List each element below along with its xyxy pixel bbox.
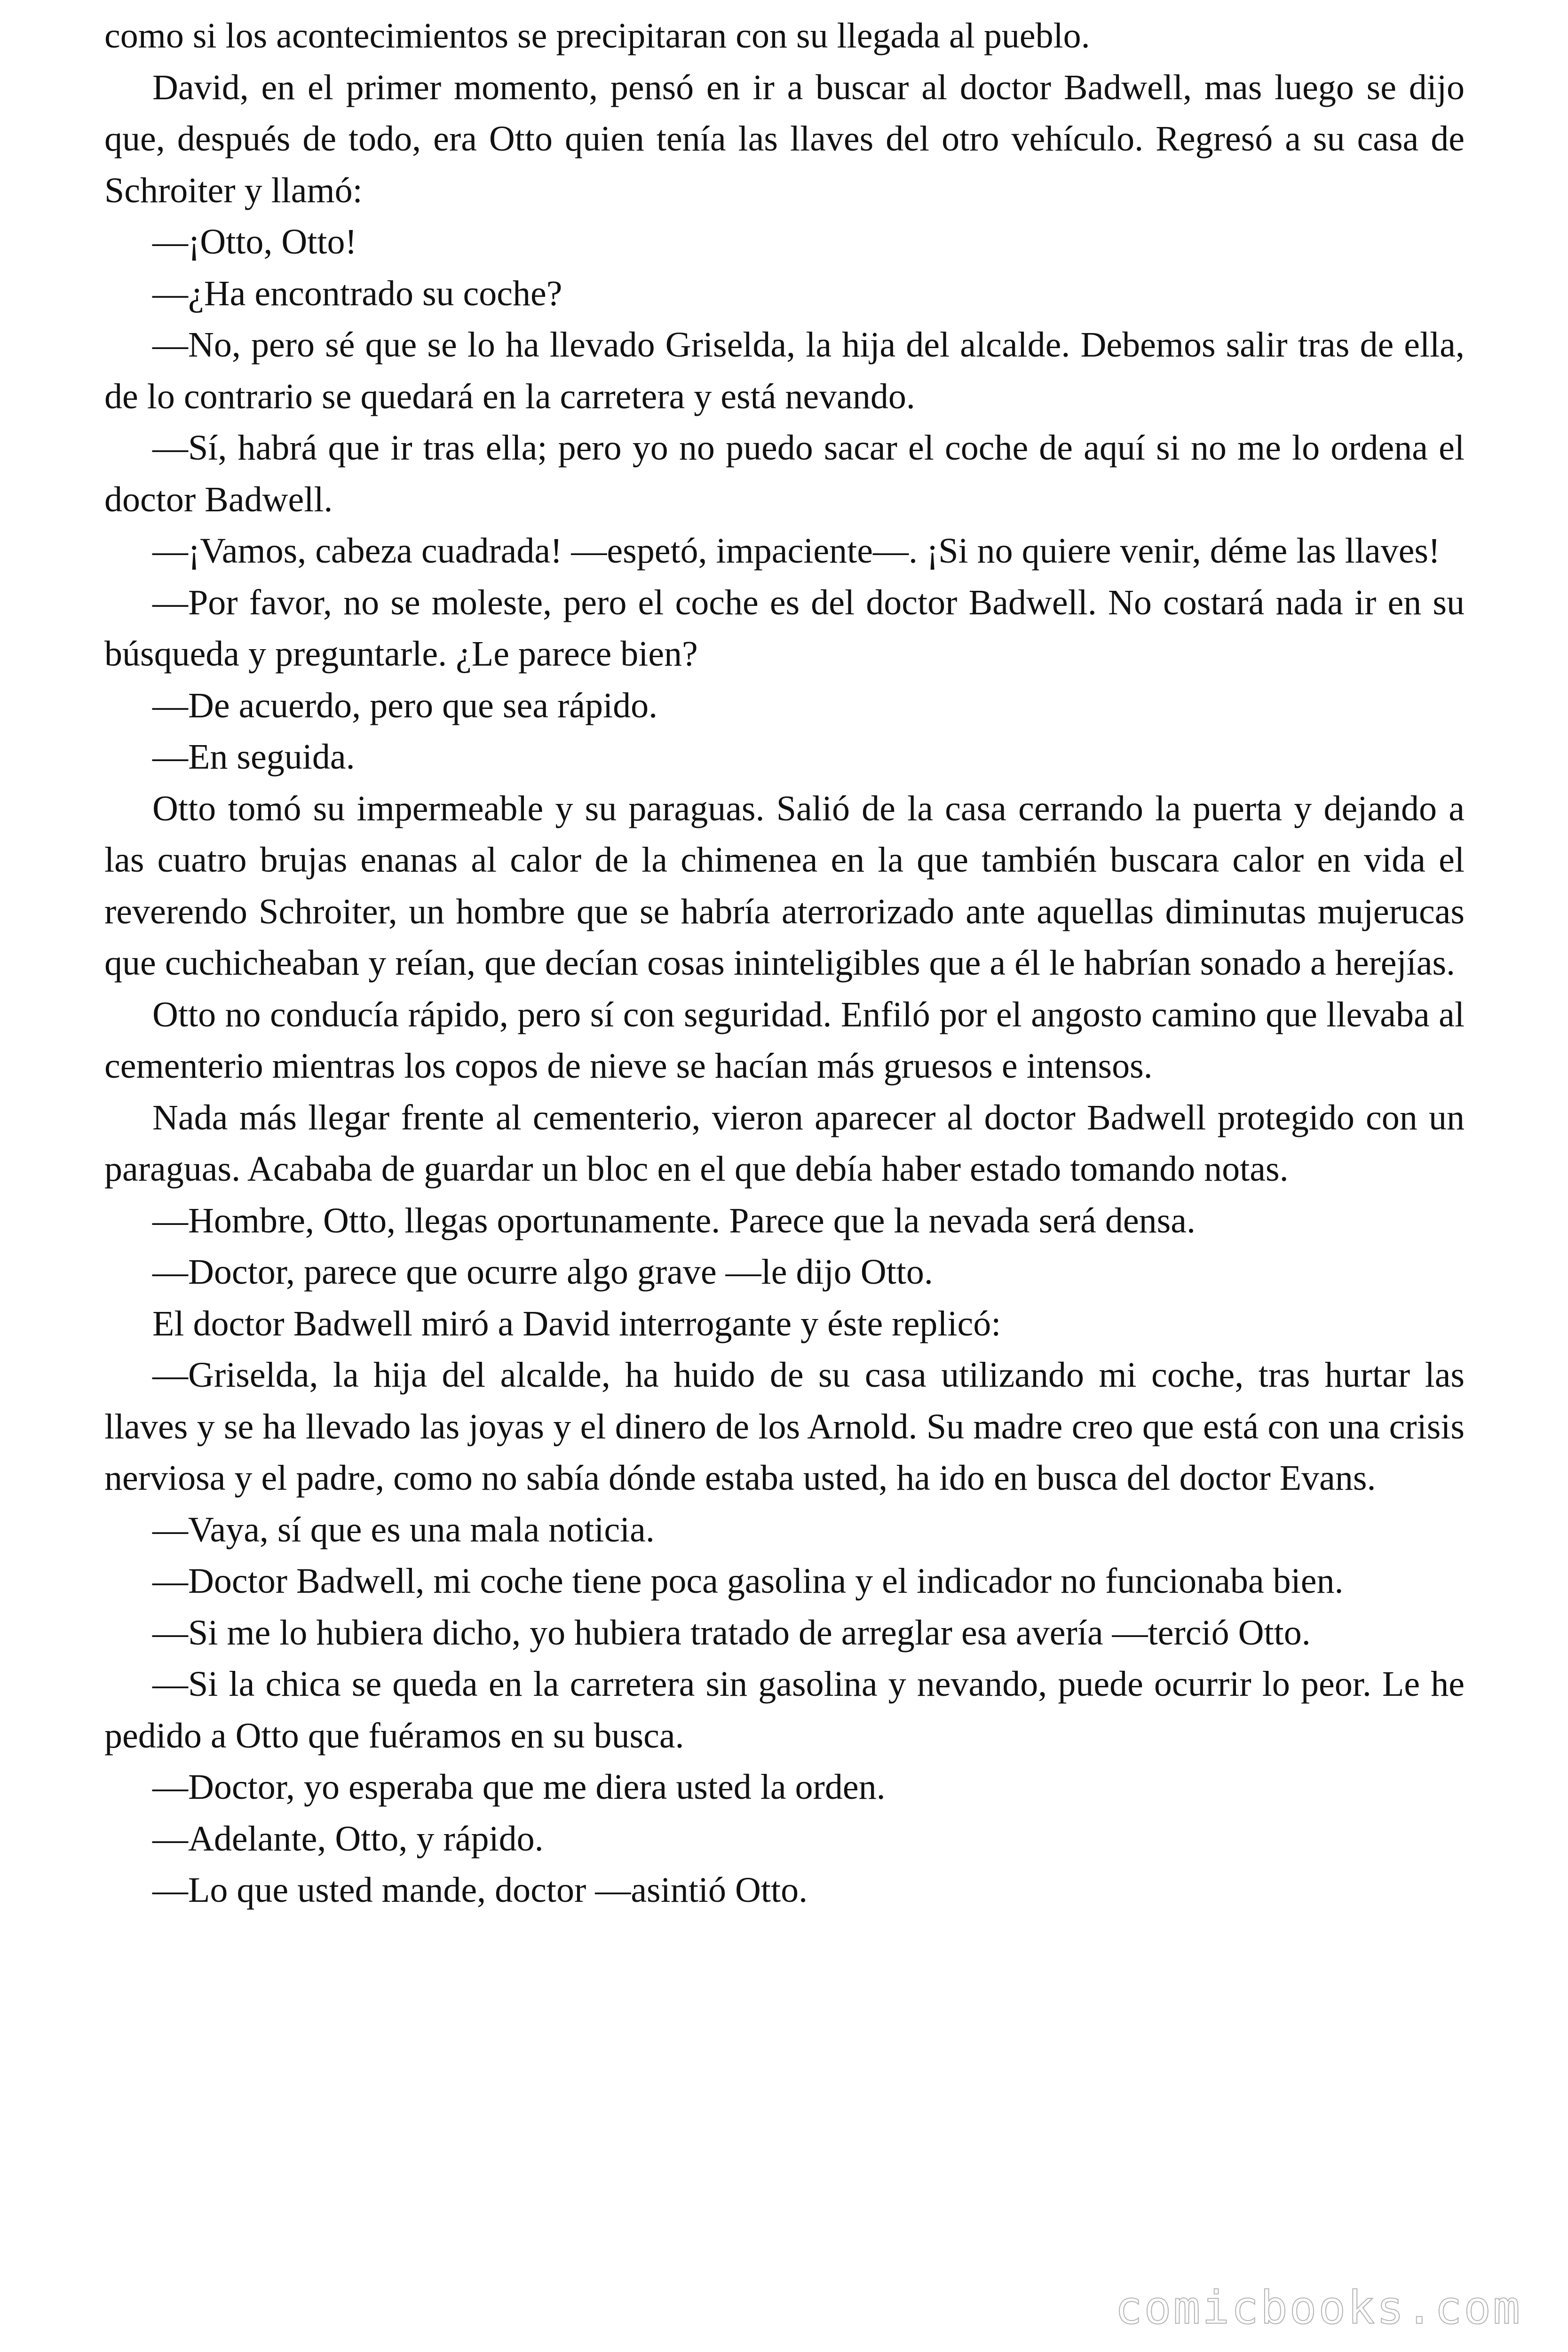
paragraph-7: —¡Vamos, cabeza cuadrada! —espetó, impaciente—. ¡Si no quiere venir, déme las llaves! <box>152 531 1441 571</box>
body-text <box>104 10 1465 1916</box>
paragraph-10: —En seguida. <box>152 737 355 777</box>
paragraph-16: El doctor Badwell miró a David interrogante y éste replicó: <box>152 1303 1001 1343</box>
paragraph-8: —Por favor, no se moleste, pero el coche es del doctor Badwell. No costará nada ir en su búsqueda y preguntarle. ¿Le parece bien? <box>104 582 1465 674</box>
paragraph-6: —Sí, habrá que ir tras ella; pero yo no puedo sacar el coche de aquí si no me lo ordena el doctor Badwell. <box>104 428 1465 519</box>
watermark: comicbooks.com <box>1115 2281 1522 2334</box>
paragraph-12: Otto no conducía rápido, pero sí con seguridad. Enfiló por el angosto camino que llevaba al cementerio mientras los copos de nieve se hacían más gruesos e intensos. <box>104 994 1465 1086</box>
paragraph-14: —Hombre, Otto, llegas oportunamente. Parece que la nevada será densa. <box>152 1200 1196 1240</box>
paragraph-21: —Si la chica se queda en la carretera sin gasolina y nevando, puede ocurrir lo peor. Le he pedido a Otto que fuéramos en su busca. <box>104 1664 1465 1756</box>
paragraph-3: —¡Otto, Otto! <box>152 222 357 262</box>
paragraph-13: Nada más llegar frente al cementerio, vieron aparecer al doctor Badwell protegido con un paraguas. Acababa de guardar un bloc en el que debía haber estado tomando notas. <box>104 1097 1465 1189</box>
paragraph-17: —Griselda, la hija del alcalde, ha huido de su casa utilizando mi coche, tras hurtar las llaves y se ha llevado las joyas y el dinero de los Arnold. Su madre creo que está con una crisis nerviosa y el padre, como no sabía dónde estaba usted, ha ido en busca del doctor Evans. <box>104 1355 1465 1498</box>
paragraph-22: —Doctor, yo esperaba que me diera usted la orden. <box>152 1767 886 1807</box>
paragraph-1: como si los acontecimientos se precipitaran con su llegada al pueblo. <box>104 16 1090 56</box>
paragraph-18: —Vaya, sí que es una mala noticia. <box>152 1510 655 1549</box>
paragraph-19: —Doctor Badwell, mi coche tiene poca gasolina y el indicador no funcionaba bien. <box>152 1561 1344 1601</box>
paragraph-5: —No, pero sé que se lo ha llevado Griselda, la hija del alcalde. Debemos salir tras de ella, de lo contrario se quedará en la carretera y está nevando. <box>104 325 1465 416</box>
paragraph-2: David, en el primer momento, pensó en ir a buscar al doctor Badwell, mas luego se dijo que, después de todo, era Otto quien tenía las llaves del otro vehículo. Regresó a su casa de Schroiter y llamó: <box>104 67 1465 210</box>
paragraph-23: —Adelante, Otto, y rápido. <box>152 1819 544 1859</box>
paragraph-9: —De acuerdo, pero que sea rápido. <box>152 685 658 725</box>
paragraph-15: —Doctor, parece que ocurre algo grave —le dijo Otto. <box>152 1252 933 1292</box>
paragraph-11: Otto tomó su impermeable y su paraguas. Salió de la casa cerrando la puerta y dejando a las cuatro brujas enanas al calor de la chimenea en la que también buscara calor en vida el reverendo Schroiter, un hombre que se habría aterrorizado ante aquellas diminutas mujerucas que cuchicheaban y reían, que decían cosas ininteligibles que a él le habrían sonado a herejías. <box>104 788 1465 983</box>
paragraph-24: —Lo que usted mande, doctor —asintió Otto. <box>152 1870 808 1910</box>
paragraph-20: —Si me lo hubiera dicho, yo hubiera tratado de arreglar esa avería —terció Otto. <box>152 1613 1311 1653</box>
paragraph-4: —¿Ha encontrado su coche? <box>152 273 562 313</box>
